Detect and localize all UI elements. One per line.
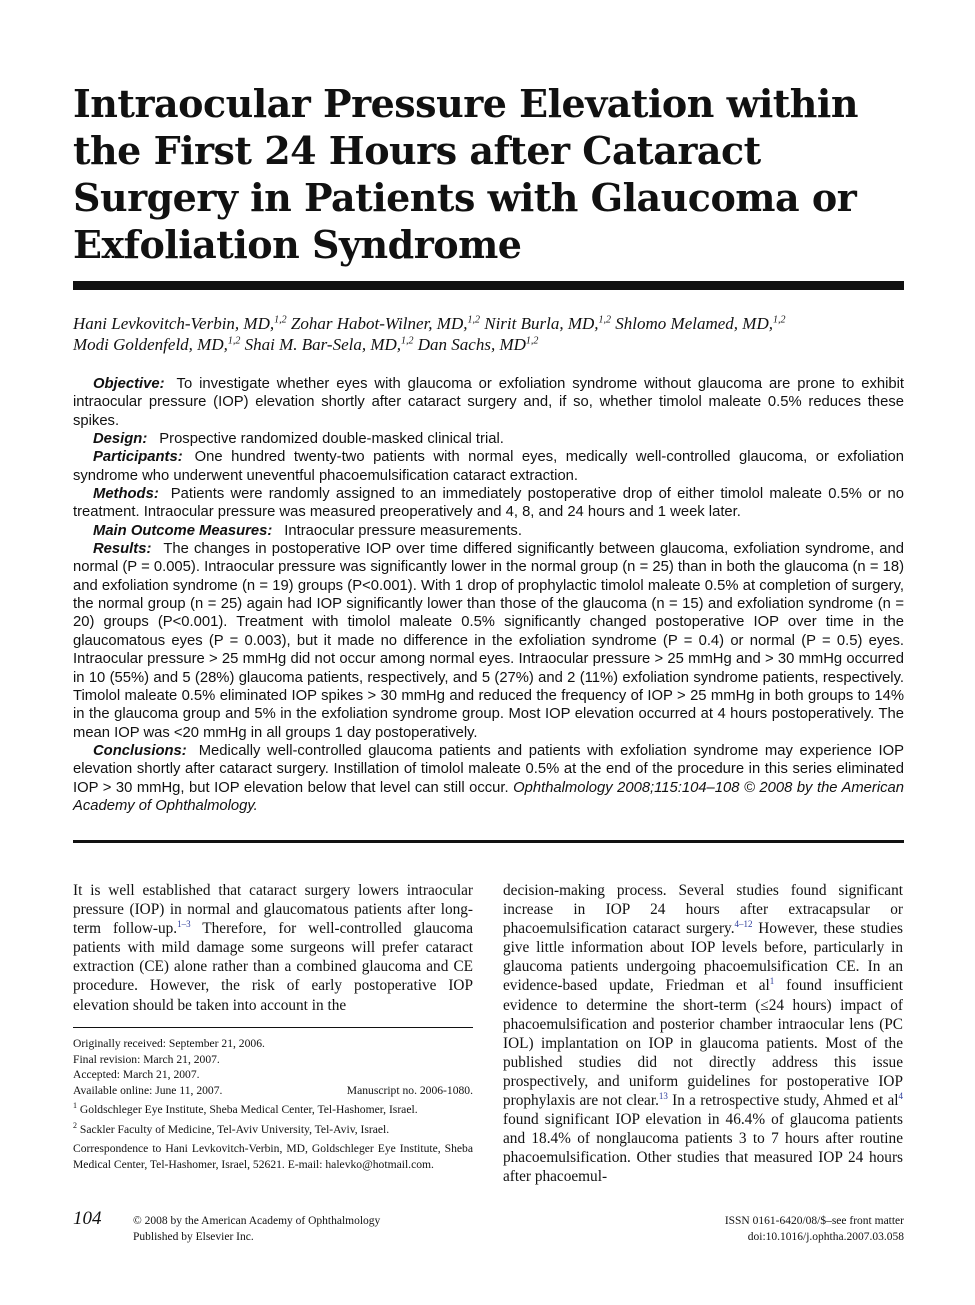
page-number: 104 (73, 1208, 102, 1229)
affiliation-1: $^1$ Goldschleger Eye Institute, Sheba Medical Center, Tel-Hashomer, Israel. (73, 1101, 418, 1116)
correspondence: Correspondence to Hani Levkovitch-Verbin, MD, Goldschleger Eye Institute, Sheba Medical Center, Tel-Hashomer, Israel, 52621. E-mail: halevko@hotmail.com. (73, 1142, 473, 1171)
body-column-right (503, 881, 903, 1187)
abstract (73, 375, 904, 815)
abstract-participants: Participants: One hundred twenty-two patients with normal eyes, medically well-controlled glaucoma, or exfoliation syndrome who underwent uneventful phacoemulsification cataract extraction. (73, 449, 904, 484)
affiliation-mark: 1,2 (274, 314, 287, 326)
affiliation-mark: 1,2 (773, 314, 786, 326)
author-name: Hani Levkovitch-Verbin, MD, (73, 314, 275, 333)
footer-right (725, 1214, 904, 1245)
affiliation-2: $^2$ Sackler Faculty of Medicine, Tel-Aviv University, Tel-Aviv, Israel. (73, 1120, 390, 1136)
title-rule (73, 281, 904, 290)
accepted-date: Accepted: March 21, 2007. (73, 1068, 200, 1081)
copyright: © 2008 by the American Academy of Ophthalmology (133, 1215, 381, 1227)
reference-link[interactable]: 1–3 (177, 919, 191, 930)
online-row (73, 1083, 473, 1099)
reference-link[interactable]: 4–12 (734, 919, 753, 930)
publisher: Published by Elsevier Inc. (133, 1230, 254, 1243)
reference-link[interactable]: 1 (769, 976, 775, 987)
page-footer (73, 1208, 904, 1248)
affiliation-mark: 1,2 (598, 314, 612, 326)
author-name: Shai M. Bar-Sela, MD, (244, 335, 402, 354)
abstract-results: Results: The changes in postoperative IOP over time differed significantly between glaucoma, exfoliation syndrome, and normal (P = 0.005). Intraocular pressure was significantly lower in the normal group (n = 25) than in both the glaucoma (n = 18) and exfoliation syndrome (n = 19) groups (P<0.001). With 1 drop of prophylactic timolol maleate 0.5% at completion of surgery, the normal group (n = 25) again had IOP significantly lower than those of the glaucoma (n = 15) and exfoliation syndrome (n = 20) groups (P<0.001). Treatment with timolol maleate 0.5% significantly changed postoperative IOP over time in the glaucomatous eyes (P = 0.003), but it made no difference in the exfoliation syndrome (P = 0.4) or normal (P = 0.5) eyes. Intraocular pressure > 25 mmHg did not occur among normal eyes. Intraocular pressure > 25 mmHg and > 30 mmHg occurred in 10 (55%) and 5 (28%) glaucoma patients, respectively, and 5 (27%) and 2 (11%) exfoliation syndrome patients, respectively. Timolol maleate 0.5% eliminated IOP spikes > 30 mmHg and reduced the frequency of IOP > 25 mmHg in both groups to 14% in the glaucoma group and 5% in the exfoliation syndrome group. Most IOP elevation occurred at 4 hours postoperatively. The mean IOP was <20 mmHg in all groups 1 day postoperatively. (73, 541, 904, 741)
online-date: Available online: June 11, 2007. (73, 1083, 223, 1097)
abstract-methods: Methods: Patients were randomly assigned to an immediately postoperative drop of either timolol maleate 0.5% or no treatment. Intraocular pressure was measured preoperatively and 4, 8, and 24 hours and 1 week later. (73, 486, 904, 521)
abstract-outcome: Main Outcome Measures: Intraocular pressure measurements. (93, 522, 522, 539)
author-name: Dan Sachs, MD (417, 335, 526, 354)
section-label: Conclusions: (93, 742, 187, 759)
section-label: Design: (93, 431, 148, 448)
doi: doi:10.1016/j.ophtha.2007.03.058 (747, 1230, 904, 1243)
abstract-conclusions: Conclusions: Medically well-controlled glaucoma patients and patients with exfoliation syndrome may experience IOP elevation shortly after cataract surgery. Instillation of timolol maleate 0.5% at the end of the procedure in this series eliminated IOP > 30 mmHg, but IOP elevation below that level can still occur. Ophthalmology 2008;115:104–108 © 2008 by the American Academy of Ophthalmology. (73, 742, 904, 814)
abstract-design: Design: Prospective randomized double-masked clinical trial. (93, 431, 504, 448)
body-column-left (73, 881, 473, 1015)
affiliation-mark: 1,2 (525, 335, 539, 347)
affiliation-mark: 1,2 (467, 314, 480, 326)
article-notes (73, 1036, 473, 1172)
affiliation-mark: 1,2 (227, 335, 241, 347)
section-label: Participants: (93, 449, 183, 466)
author-list (73, 313, 904, 355)
section-label: Methods: (93, 486, 159, 503)
received-date: Originally received: September 21, 2006. (73, 1037, 265, 1050)
reference-link[interactable]: 4 (898, 1090, 903, 1101)
issn: ISSN 0161-6420/08/$–see front matter (724, 1215, 904, 1227)
manuscript-number: Manuscript no. 2006-1080. (346, 1083, 473, 1097)
author-name: Zohar Habot-Wilner, MD, (290, 314, 468, 333)
section-label: Results: (93, 541, 152, 558)
body-paragraph: It is well established that cataract surgery lowers intraocular pressure (IOP) in normal and glaucomatous patients after long-term follow-up.$^{1-3}$ Therefore, for well-controlled glaucoma patients with mild damage some surgeons will prefer cataract extraction (CE) alone rather than a combined glaucoma and CE procedure. However, the risk of early postoperative IOP elevation should be taken into account in the (73, 882, 473, 1014)
footer-left (133, 1214, 380, 1245)
notes-divider (73, 1027, 473, 1028)
section-label: Objective: (93, 376, 165, 392)
author-name: Nirit Burla, MD, (484, 314, 599, 333)
author-name: Shlomo Melamed, MD, (615, 314, 773, 333)
section-label: Main Outcome Measures: (93, 522, 273, 539)
journal-citation: Ophthalmology 2008;115:104–108 © 2008 by the American Academy of Ophthalmology. (73, 779, 904, 814)
body-paragraph: decision-making process. Several studies found significant increase in IOP 24 hours after extracapsular or phacoemulsification cataract surgery.$^{4-12}$ However, these studies give little information about IOP levels before, particularly in glaucoma patients undergoing phacoemulsification CE. In an evidence-based update, Friedman et $al^1$ found insufficient evidence to determine the short-term (≤24 hours) impact of phacoemulsification and posterior chamber intraocular lens (PC IOL) implantation on IOP in glaucoma patients. Most of the published studies did not directly address this issue prospectively, and uniform guidelines for postoperative IOP prophylaxis are not clear.$^{13}$ In a retrospective study, Ahmed et $al^4$ found significant IOP elevation in 46.4% of glaucoma patients and 18.4% of nonglaucoma patients 3 to 7 hours after routine phacoemulsification. Other studies that measured IOP 24 hours after phacoemul- (503, 882, 904, 1186)
affiliation-mark: 1,2 (401, 335, 414, 347)
revision-date: Final revision: March 21, 2007. (73, 1052, 220, 1066)
reference-link[interactable]: 13 (658, 1090, 668, 1101)
abstract-objective: Objective: To investigate whether eyes with glaucoma or exfoliation syndrome without glaucoma are prone to exhibit intraocular pressure (IOP) elevation shortly after cataract surgery and, if so, whether timolol maleate 0.5% reduces these spikes. (73, 376, 904, 429)
abstract-rule (73, 840, 904, 843)
author-name: Modi Goldenfeld, MD, (73, 335, 228, 354)
article-title: Intraocular Pressure Elevation within the First 24 Hours after Cataract Surgery in Patients with Glaucoma or Exfoliation Syndrome (73, 81, 858, 267)
